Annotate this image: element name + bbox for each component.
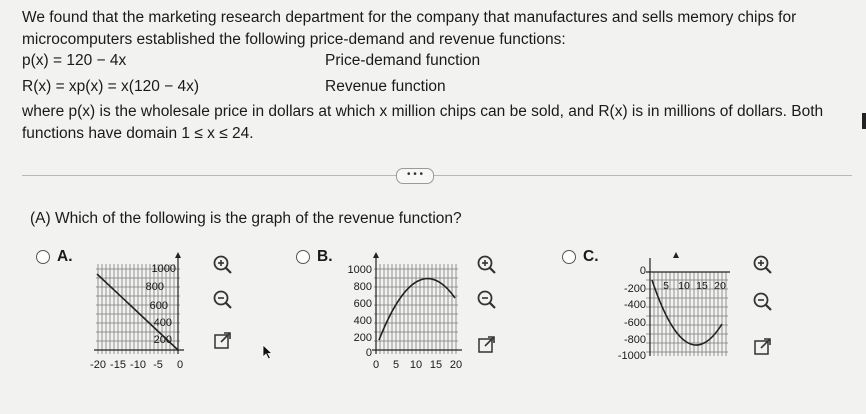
option-c-xtick: 15 bbox=[696, 280, 708, 292]
option-b-ytick: 800 bbox=[353, 281, 372, 293]
option-b-radio[interactable] bbox=[296, 250, 310, 264]
option-c-radio[interactable] bbox=[562, 250, 576, 264]
option-b-axis-arrow bbox=[373, 252, 379, 258]
option-b-ytick: 400 bbox=[353, 315, 372, 327]
option-b-ytick: 1000 bbox=[347, 264, 372, 276]
option-b-xtick: 20 bbox=[449, 359, 463, 371]
zoom-out-icon[interactable] bbox=[752, 291, 774, 313]
option-c-ytick: -800 bbox=[623, 334, 646, 346]
option-b-ytick: 0 bbox=[365, 347, 372, 359]
option-a-label: A. bbox=[57, 248, 73, 265]
price-demand-label: Price-demand function bbox=[325, 52, 481, 69]
option-c-xtick: 5 bbox=[663, 280, 669, 292]
open-external-icon[interactable] bbox=[212, 330, 234, 352]
option-a-xtick: -15 bbox=[110, 359, 126, 371]
option-a-ytick: 1000 bbox=[151, 263, 176, 275]
option-c-graph bbox=[604, 252, 734, 374]
option-b-ytick: 600 bbox=[353, 298, 372, 310]
option-b-label: B. bbox=[317, 248, 333, 265]
option-a-ytick: 400 bbox=[153, 317, 172, 329]
option-a-axis-arrow bbox=[175, 252, 181, 258]
zoom-in-icon[interactable] bbox=[476, 254, 498, 276]
option-b-graph bbox=[338, 252, 468, 374]
option-b-xtick: 10 bbox=[409, 359, 423, 371]
option-a-ytick: 200 bbox=[153, 334, 172, 346]
option-a-xtick: -5 bbox=[153, 359, 163, 371]
option-c-ytick: -200 bbox=[623, 283, 646, 295]
revenue-formula: R(x) = xp(x) = x(120 − 4x) bbox=[22, 78, 200, 95]
option-b-xtick: 5 bbox=[392, 359, 400, 371]
option-a-xtick: -10 bbox=[130, 359, 146, 371]
option-a-ytick: 600 bbox=[149, 300, 168, 312]
mouse-cursor-icon bbox=[262, 344, 274, 360]
option-a-radio[interactable] bbox=[36, 250, 50, 264]
option-c-ytick: 0 bbox=[639, 265, 646, 277]
option-c-ytick: -600 bbox=[623, 317, 646, 329]
option-c-axis-arrow bbox=[673, 252, 679, 258]
where-paragraph: where p(x) is the wholesale price in dollars at which x million chips can be sold, and R(x) is in millions of dollars. Both functions have domain 1 ≤ x ≤ 24. bbox=[22, 103, 824, 142]
open-external-icon[interactable] bbox=[752, 336, 774, 358]
option-a-xtick: 0 bbox=[176, 359, 184, 371]
option-c-label: C. bbox=[583, 248, 599, 265]
price-demand-formula: p(x) = 120 − 4x bbox=[22, 52, 127, 69]
zoom-in-icon[interactable] bbox=[212, 254, 234, 276]
show-more-button[interactable]: • • • bbox=[396, 168, 434, 184]
option-b-xtick: 15 bbox=[429, 359, 443, 371]
edge-marker bbox=[862, 113, 866, 129]
intro-paragraph: We found that the marketing research department for the company that manufactures and sells memory chips for microcomputers established the following price-demand and revenue functions: bbox=[22, 9, 797, 48]
option-a-xtick: -20 bbox=[90, 359, 106, 371]
option-b-xtick: 0 bbox=[372, 359, 380, 371]
option-b-ytick: 200 bbox=[353, 332, 372, 344]
option-c-xtick: 10 bbox=[678, 280, 690, 292]
divider bbox=[22, 175, 852, 176]
zoom-out-icon[interactable] bbox=[212, 289, 234, 311]
zoom-in-icon[interactable] bbox=[752, 254, 774, 276]
revenue-label: Revenue function bbox=[325, 78, 446, 95]
open-external-icon[interactable] bbox=[476, 334, 498, 356]
option-c-xtick: 20 bbox=[714, 280, 726, 292]
option-a-graph bbox=[88, 252, 198, 374]
zoom-out-icon[interactable] bbox=[476, 289, 498, 311]
question-text: (A) Which of the following is the graph of the revenue function? bbox=[30, 210, 462, 227]
option-a-ytick: 800 bbox=[145, 281, 164, 293]
option-c-ytick: -400 bbox=[623, 299, 646, 311]
option-c-ytick: -1000 bbox=[617, 350, 646, 362]
